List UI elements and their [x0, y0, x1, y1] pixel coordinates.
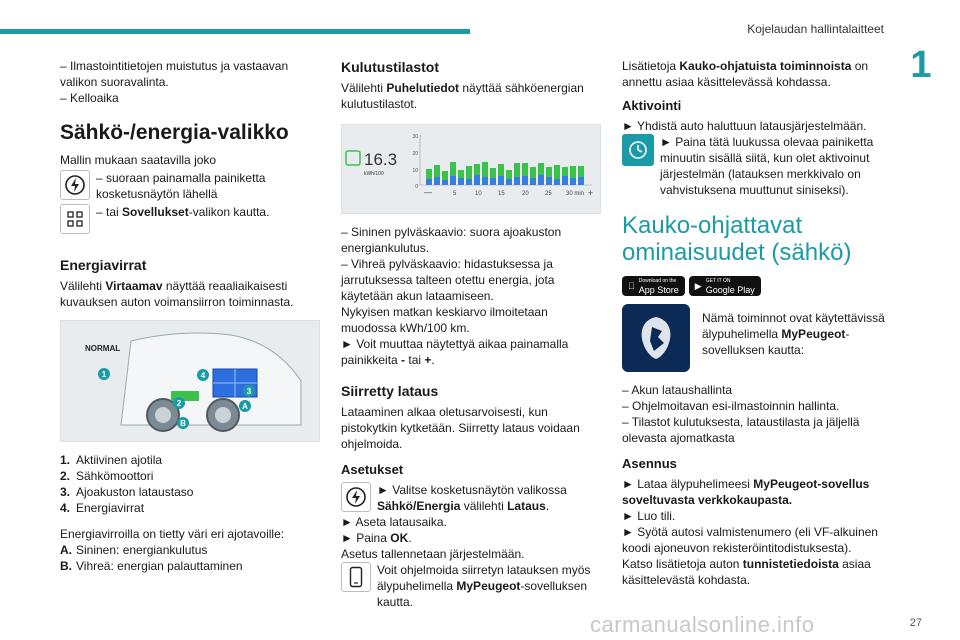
x-tick: 20 [522, 191, 529, 197]
list-item: – Tilastot kulutuksesta, lataustilasta ja jäljellä olevasta ajomatkasta [622, 415, 860, 445]
settings-step-2: ► Aseta latausaika. [341, 515, 447, 529]
deferred-charging-title: Siirretty lataus [341, 383, 439, 399]
consumption-bar [442, 180, 448, 185]
y-tick: 20 [412, 151, 418, 157]
consumption-bar [482, 177, 488, 185]
access-option-2 [60, 204, 320, 234]
consumption-bar [546, 177, 552, 185]
legend-item: 2. Sähkömoottori [60, 469, 154, 483]
callout-4: 4 [200, 371, 206, 380]
color-legend-item: A. Sininen: energiankulutus [60, 543, 208, 557]
consumption-bar [570, 178, 576, 185]
recovery-bar [498, 164, 504, 176]
charge-timer-button-icon [622, 134, 654, 166]
energy-button-icon [60, 170, 90, 200]
bullet-blue: – Sininen pylväskaavio: suora ajoakuston energiankulutus. [341, 225, 562, 255]
play-triangle-icon: ▶ [688, 280, 695, 291]
consumption-bar [450, 176, 456, 185]
legend-item: 1. Aktiivinen ajotila [60, 453, 163, 467]
phone-hint-text: Voit ohjelmoida siirretyn latauksen myös älypuhelimella MyPeugeot-sovelluksen kautta. [377, 563, 591, 609]
chapter-number: 1 [910, 44, 932, 86]
recovery-bar [562, 167, 568, 176]
recovery-bar [538, 163, 544, 175]
recovery-bar [426, 169, 432, 179]
consumption-bar [426, 179, 432, 185]
consumption-bar [466, 179, 472, 185]
app-intro-text: Nämä toiminnot ovat käytettävissä älypuhelimella MyPeugeot-sovelluksen kautta: [702, 311, 885, 357]
access-option-2-text: – tai Sovellukset-valikon kautta. [96, 205, 270, 219]
recovery-bar [506, 170, 512, 179]
recovery-bar [482, 162, 488, 177]
average-text: Nykyisen matkan keskiarvo ilmoitetaan muodossa kWh/100 km. [341, 305, 548, 335]
app-store-label: Download on the App Store [632, 278, 673, 295]
y-tick: 0 [415, 184, 418, 190]
legend-item: 4. Energiavirrat [60, 501, 145, 515]
google-play-label: GET IT ON Google Play [698, 278, 748, 295]
consumption-bar [562, 176, 568, 185]
bullet-green: – Vihreä pylväskaavio: hidastuksessa ja jarrutuksessa talteen otettu energia, jota käytetään akun lataamiseen. [341, 257, 555, 303]
recovery-bar [458, 170, 464, 178]
energy-flow-text: Välilehti Virtaamav näyttää reaaliaikaisesti kuvauksen auton voimansiirron toiminnasta. [60, 279, 294, 309]
access-option-1 [60, 170, 320, 202]
section-header-title: Kojelaudan hallintalaitteet [747, 22, 884, 36]
column-2 [341, 58, 601, 610]
consumption-bar [498, 176, 504, 185]
recovery-bar [442, 171, 448, 180]
settings-title: Asetukset [341, 462, 404, 477]
feature-list [622, 382, 892, 446]
more-info-text: Lisätietoja Kauko-ohjatuista toiminnoista on annettu asiaa käsittelevässä kohdassa. [622, 59, 869, 89]
car-powertrain-illustration [61, 321, 319, 441]
energy-flow-title: Energiavirrat [60, 257, 147, 273]
app-intro [622, 304, 892, 372]
remote-features-title: Kauko-ohjattavat ominaisuudet (sähkö) [622, 212, 852, 266]
intro-line-2: – Kelloaika [60, 91, 119, 105]
recovery-bar [522, 163, 528, 176]
decrease-control: — [424, 188, 432, 197]
energy-button-icon [341, 482, 371, 512]
x-tick: 15 [498, 191, 505, 197]
settings-saved-text: Asetus tallennetaan järjestelmään. [341, 547, 525, 561]
recovery-bar [434, 165, 440, 177]
column-3 [622, 58, 892, 588]
column-1 [60, 58, 320, 574]
consumption-bar [434, 177, 440, 185]
x-tick: 10 [475, 191, 482, 197]
consumption-value: 16.3 [364, 150, 398, 169]
x-tick: 30 min [566, 191, 585, 197]
apple-icon [628, 282, 635, 291]
settings-step-1 [341, 482, 601, 514]
install-reference: Katso lisätietoja auton tunnistetiedoista asiaa käsittelevästä kohdasta. [622, 557, 871, 587]
energy-flow-figure [60, 320, 320, 442]
callout-1: 1 [101, 370, 107, 379]
installation-title: Asennus [622, 456, 677, 471]
increase-control: + [588, 188, 594, 198]
callout-2: 2 [176, 399, 182, 408]
change-time-text: ► Voit muuttaa näytettyä aikaa painamalla painikkeita - tai +. [341, 337, 569, 367]
legend-item: 3. Ajoakuston lataustaso [60, 485, 194, 499]
consumption-bar [538, 175, 544, 185]
recovery-bar [490, 168, 496, 178]
recovery-bar [570, 166, 576, 178]
recovery-bar [554, 165, 560, 179]
apps-grid-icon [60, 204, 90, 234]
consumption-bar [474, 175, 480, 185]
app-store-badge[interactable] [622, 276, 685, 296]
section-title-energy-menu: Sähkö-/energia-valikko [60, 121, 289, 144]
smartphone-icon [341, 562, 371, 592]
recovery-bar [466, 166, 472, 179]
consumption-bar-chart [342, 125, 600, 213]
component-legend [60, 452, 320, 516]
phone-hint [341, 562, 601, 610]
mode-label: NORMAL [85, 344, 121, 353]
x-tick: 25 [545, 191, 552, 197]
stats-title: Kulutustilastot [341, 59, 439, 75]
consumption-bar [490, 178, 496, 185]
recovery-bar [530, 167, 536, 178]
x-tick: 5 [453, 191, 457, 197]
consumption-bar [458, 178, 464, 185]
color-legend-item: B. Vihreä: energian palauttaminen [60, 559, 243, 573]
install-step-2: ► Luo tili. [622, 509, 676, 523]
watermark: carmanualsonline.info [590, 612, 815, 637]
consumption-bar [578, 177, 584, 185]
consumption-stats-figure [341, 124, 601, 214]
consumption-bar [530, 178, 536, 185]
recovery-bar [450, 162, 456, 176]
store-badges [622, 276, 892, 296]
callout-b: B [180, 419, 186, 428]
access-option-1-text: – suoraan painamalla painiketta kosketusnäytön lähellä [96, 171, 266, 201]
consumption-unit: kWh/100 [364, 171, 384, 177]
access-text: Mallin mukaan saatavilla joko [60, 153, 217, 167]
install-step-1: ► Lataa älypuhelimeesi MyPeugeot-sovellus soveltuvasta verkkokaupasta. [622, 477, 870, 507]
activation-step-2 [622, 134, 892, 198]
recovery-bar [578, 166, 584, 177]
y-tick: 30 [412, 134, 418, 140]
stats-text: Välilehti Puhelutiedot näyttää sähköenergian kulutustilastot. [341, 81, 584, 111]
callout-3: 3 [246, 387, 252, 396]
recovery-bar [514, 163, 520, 177]
header-accent-bar [0, 29, 470, 34]
google-play-badge[interactable] [689, 276, 761, 296]
y-tick: 10 [412, 168, 418, 174]
activation-step-2-text: ► Paina tätä luukussa olevaa painiketta minuutin sisällä siitä, kun olet aktivoinut järjestelmän (latauksen merkkivalo on vahvistuksena muuttunut siniseksi). [660, 135, 874, 197]
list-item: – Akun lataushallinta [622, 383, 733, 397]
consumption-bar [506, 179, 512, 185]
install-step-3: ► Syötä autosi valmistenumero (eli VF-alkuinen koodi ajoneuvon rekisteröintitodistuksesta). [622, 525, 878, 555]
consumption-bar [514, 177, 520, 185]
consumption-bar [554, 179, 560, 185]
deferred-charging-text: Lataaminen alkaa oletusarvoisesti, kun pistokytkin kytketään. Siirretty lataus voidaan ohjelmoida. [341, 405, 580, 451]
settings-step-3: ► Paina OK. [341, 531, 412, 545]
recovery-bar [474, 164, 480, 175]
peugeot-lion-logo [622, 304, 690, 372]
settings-step-1-text: ► Valitse kosketusnäytön valikossa Sähkö/Energia välilehti Lataus. [377, 483, 567, 513]
list-item: – Ohjelmoitavan esi-ilmastoinnin hallinta. [622, 399, 840, 413]
activation-step-1: ► Yhdistä auto haluttuun latausjärjestelmään. [622, 119, 867, 133]
intro-line-1: – Ilmastointitietojen muistutus ja vastaavan valikon suoravalinta. [60, 59, 289, 89]
consumption-bar [522, 176, 528, 185]
page-number: 27 [909, 617, 922, 629]
colors-intro: Energiavirroilla on tietty väri eri ajotavoille: [60, 527, 285, 541]
activation-title: Aktivointi [622, 98, 682, 113]
callout-a: A [242, 402, 248, 411]
recovery-bar [546, 167, 552, 177]
